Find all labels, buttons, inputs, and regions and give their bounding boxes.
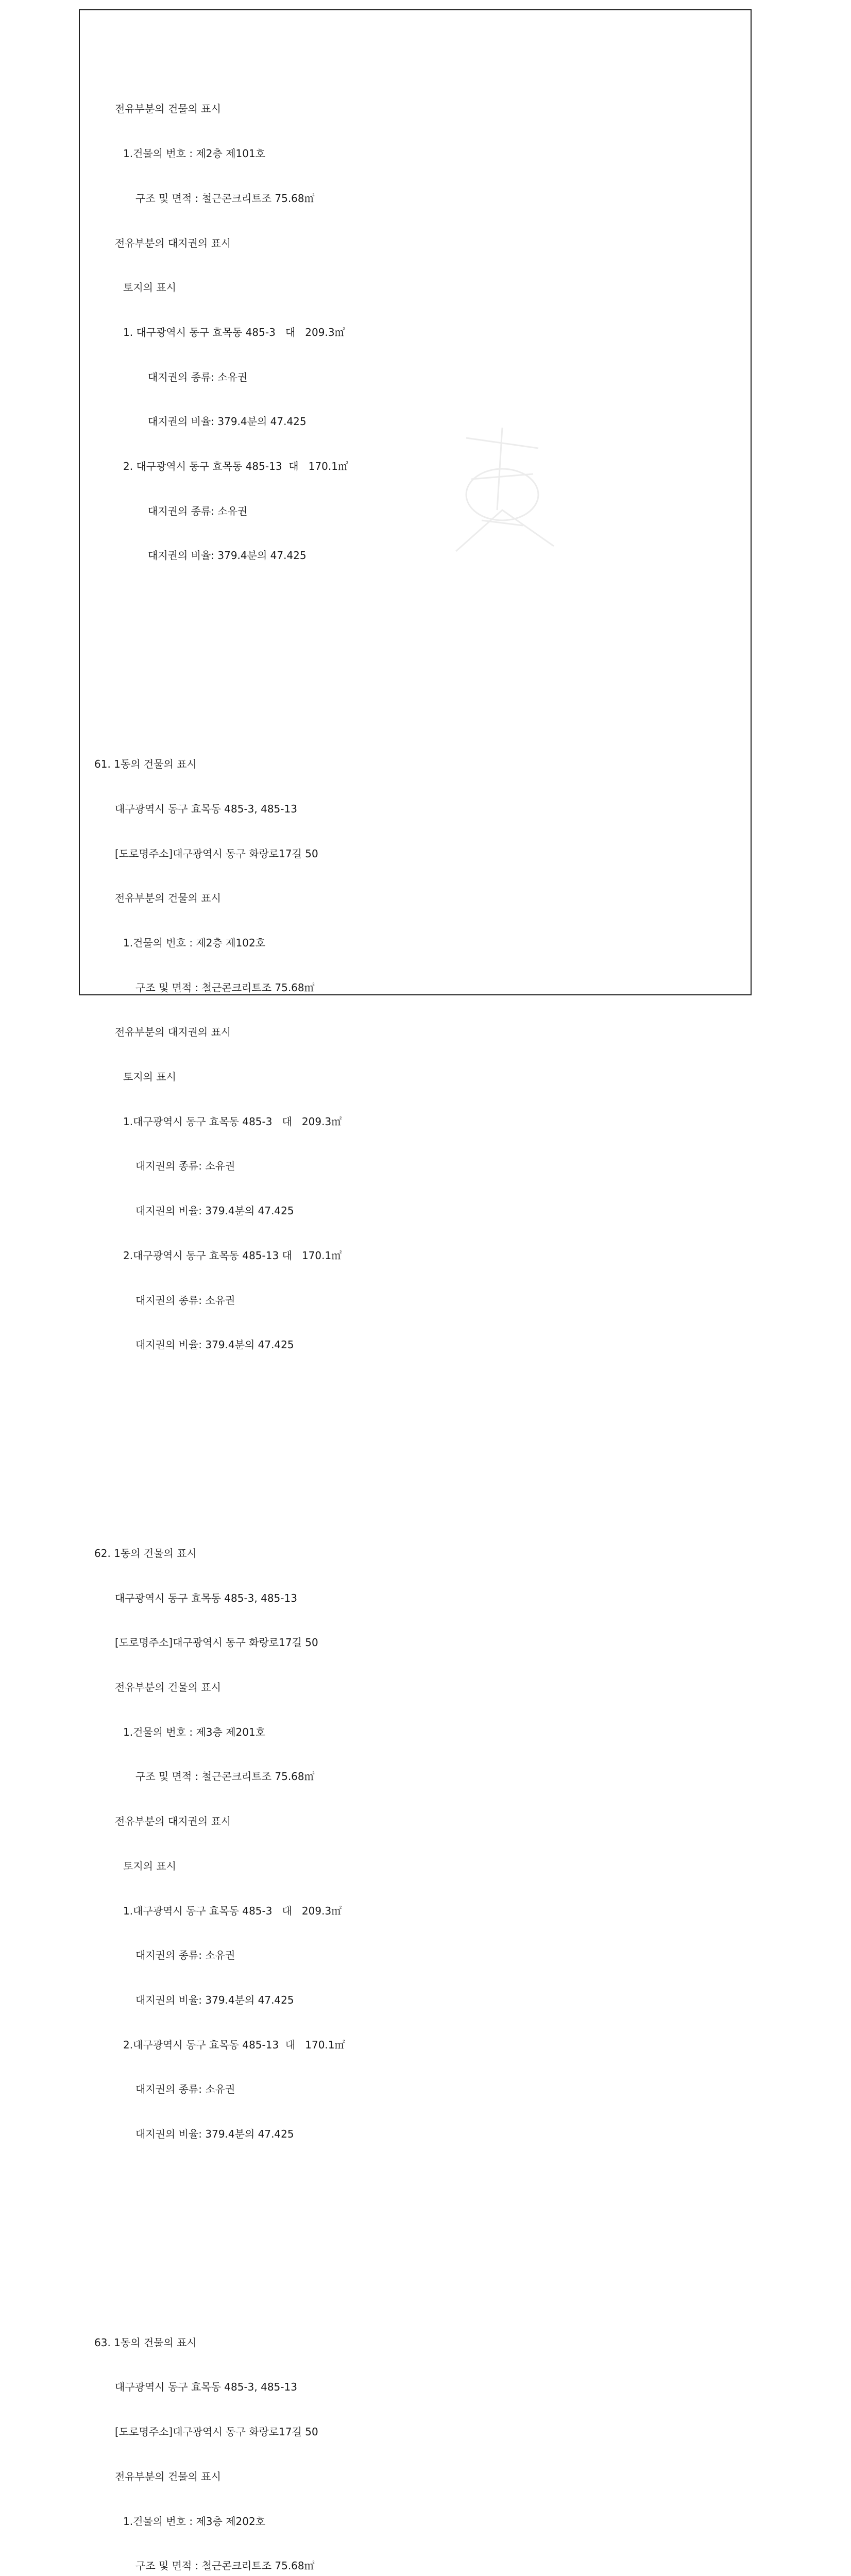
land-right-ratio: 대지권의 비율: 379.4분의 47.425 <box>135 2128 294 2141</box>
land-heading: 토지의 표시 <box>123 1071 176 1083</box>
entry-heading: 61. 1동의 건물의 표시 <box>94 758 197 771</box>
structure-area: 구조 및 면적 : 철근콘크리트조 75.68㎡ <box>135 1770 315 1783</box>
structure-area: 구조 및 면적 : 철근콘크리트조 75.68㎡ <box>135 981 315 994</box>
road-address: [도로명주소]대구광역시 동구 화랑로17길 50 <box>115 847 318 860</box>
exclusive-building-heading: 전유부분의 건물의 표시 <box>115 892 221 905</box>
building-number: 1.건물의 번호 : 제2층 제102호 <box>123 936 266 949</box>
structure-area: 구조 및 면적 : 철근콘크리트조 75.68㎡ <box>135 2560 315 2572</box>
watermark-seal-icon <box>435 417 569 572</box>
land-right-type: 대지권의 종류: 소유권 <box>135 1294 235 1307</box>
land-right-ratio: 대지권의 비율: 379.4분의 47.425 <box>148 549 307 562</box>
building-number: 1.건물의 번호 : 제2층 제101호 <box>123 147 266 160</box>
building-location: 대구광역시 동구 효목동 485-3, 485-13 <box>115 1591 297 1604</box>
road-address: [도로명주소]대구광역시 동구 화랑로17길 50 <box>115 1636 318 1649</box>
exclusive-building-heading: 전유부분의 건물의 표시 <box>115 1681 221 1694</box>
building-number: 1.건물의 번호 : 제3층 제202호 <box>123 2515 266 2528</box>
land-parcel-2: 2. 대구광역시 동구 효목동 485-13 대 170.1㎡ <box>123 460 348 473</box>
land-right-type: 대지권의 종류: 소유권 <box>135 1160 235 1173</box>
document-page <box>79 9 752 2572</box>
document-body <box>94 12 348 2576</box>
land-heading: 토지의 표시 <box>123 1859 176 1872</box>
land-right-type: 대지권의 종류: 소유권 <box>148 504 248 517</box>
exclusive-building-heading: 전유부분의 건물의 표시 <box>115 2470 221 2483</box>
entry-62 <box>94 1516 348 2172</box>
entry-heading: 62. 1동의 건물의 표시 <box>94 1547 197 1560</box>
entry-heading: 63. 1동의 건물의 표시 <box>94 2336 197 2349</box>
exclusive-building-heading: 전유부분의 건물의 표시 <box>115 103 221 115</box>
land-right-heading: 전유부분의 대지권의 표시 <box>115 1815 231 1828</box>
land-right-ratio: 대지권의 비율: 379.4분의 47.425 <box>135 1205 294 1217</box>
land-right-type: 대지권의 종류: 소유권 <box>148 370 248 383</box>
road-address: [도로명주소]대구광역시 동구 화랑로17길 50 <box>115 2426 318 2438</box>
land-parcel-2: 2.대구광역시 동구 효목동 485-13 대 170.1㎡ <box>123 2038 345 2051</box>
land-parcel-2: 2.대구광역시 동구 효목동 485-13 대 170.1㎡ <box>123 1249 342 1262</box>
entry-spacer <box>94 1427 348 1457</box>
partial-entry <box>94 72 348 594</box>
entry-63 <box>94 2306 348 2576</box>
entry-spacer <box>94 638 348 668</box>
land-right-type: 대지권의 종류: 소유권 <box>135 1949 235 1962</box>
structure-area: 구조 및 면적 : 철근콘크리트조 75.68㎡ <box>135 192 315 205</box>
land-parcel-1: 1. 대구광역시 동구 효목동 485-3 대 209.3㎡ <box>123 326 345 338</box>
land-right-heading: 전유부분의 대지권의 표시 <box>115 1026 231 1039</box>
entry-61 <box>94 727 348 1382</box>
land-parcel-1: 1.대구광역시 동구 효목동 485-3 대 209.3㎡ <box>123 1904 342 1917</box>
land-right-ratio: 대지권의 비율: 379.4분의 47.425 <box>135 1338 294 1351</box>
building-location: 대구광역시 동구 효목동 485-3, 485-13 <box>115 802 297 815</box>
land-parcel-1: 1.대구광역시 동구 효목동 485-3 대 209.3㎡ <box>123 1115 342 1128</box>
land-heading: 토지의 표시 <box>123 281 176 294</box>
land-right-heading: 전유부분의 대지권의 표시 <box>115 236 231 249</box>
building-location: 대구광역시 동구 효목동 485-3, 485-13 <box>115 2381 297 2394</box>
building-number: 1.건물의 번호 : 제3층 제201호 <box>123 1725 266 1738</box>
entry-spacer <box>94 2216 348 2246</box>
land-right-ratio: 대지권의 비율: 379.4분의 47.425 <box>135 1993 294 2006</box>
land-right-ratio: 대지권의 비율: 379.4분의 47.425 <box>148 415 307 428</box>
land-right-type: 대지권의 종류: 소유권 <box>135 2083 235 2096</box>
